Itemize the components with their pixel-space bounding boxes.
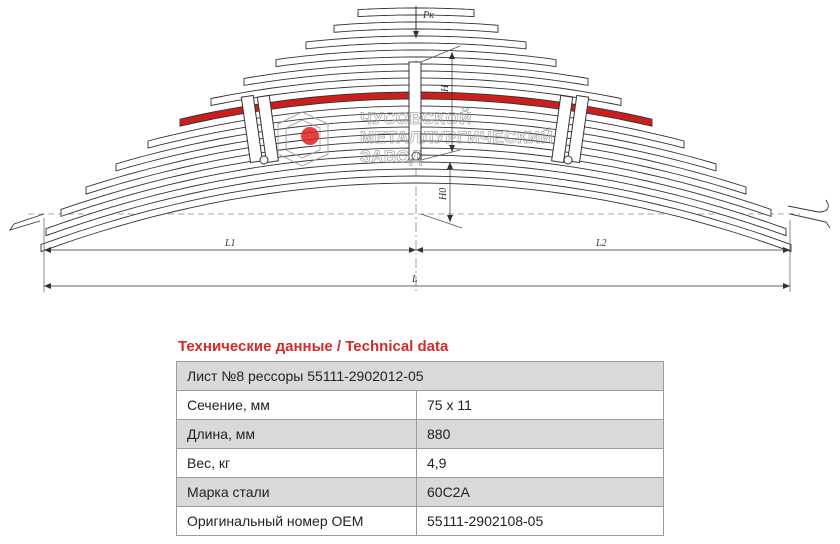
spec-header-row <box>177 362 664 391</box>
load-label: Pк <box>423 10 434 21</box>
watermark-line1: ЧУСОВСКОЙ <box>360 109 472 128</box>
spec-value: 4,9 <box>417 449 664 478</box>
spec-header: Лист №8 рессоры 55111-2902012-05 <box>177 362 664 391</box>
spec-row <box>177 391 664 420</box>
watermark-logo-dot <box>301 127 319 145</box>
h-label: H <box>440 84 451 92</box>
l2-label: L2 <box>596 238 607 249</box>
spec-value: 75 x 11 <box>417 391 664 420</box>
spec-row <box>177 507 664 536</box>
watermark-line2: МЕТАЛЛУРГИЧЕСКИЙ <box>360 128 554 147</box>
spec-value: 880 <box>417 420 664 449</box>
h0-ext <box>421 214 462 228</box>
h0-label: H0 <box>438 187 449 200</box>
spec-label: Сечение, мм <box>177 391 417 420</box>
spec-label: Вес, кг <box>177 449 417 478</box>
spec-row <box>177 449 664 478</box>
spec-value: 60С2А <box>417 478 664 507</box>
spec-label: Длина, мм <box>177 420 417 449</box>
spec-label: Марка стали <box>177 478 417 507</box>
spec-row <box>177 420 664 449</box>
l1-label: L1 <box>225 238 236 249</box>
right-eye <box>788 200 828 212</box>
spec-value: 55111-2902108-05 <box>417 507 664 536</box>
left-eye <box>10 214 44 230</box>
spec-row <box>177 478 664 507</box>
spec-title: Технические данные / Technical data <box>178 338 449 355</box>
l-label: L <box>412 274 418 285</box>
right-eye-lower <box>790 214 830 228</box>
spec-label: Оригинальный номер ОЕМ <box>177 507 417 536</box>
spec-table <box>176 361 664 536</box>
watermark-line3: ЗАВОД <box>360 147 423 166</box>
